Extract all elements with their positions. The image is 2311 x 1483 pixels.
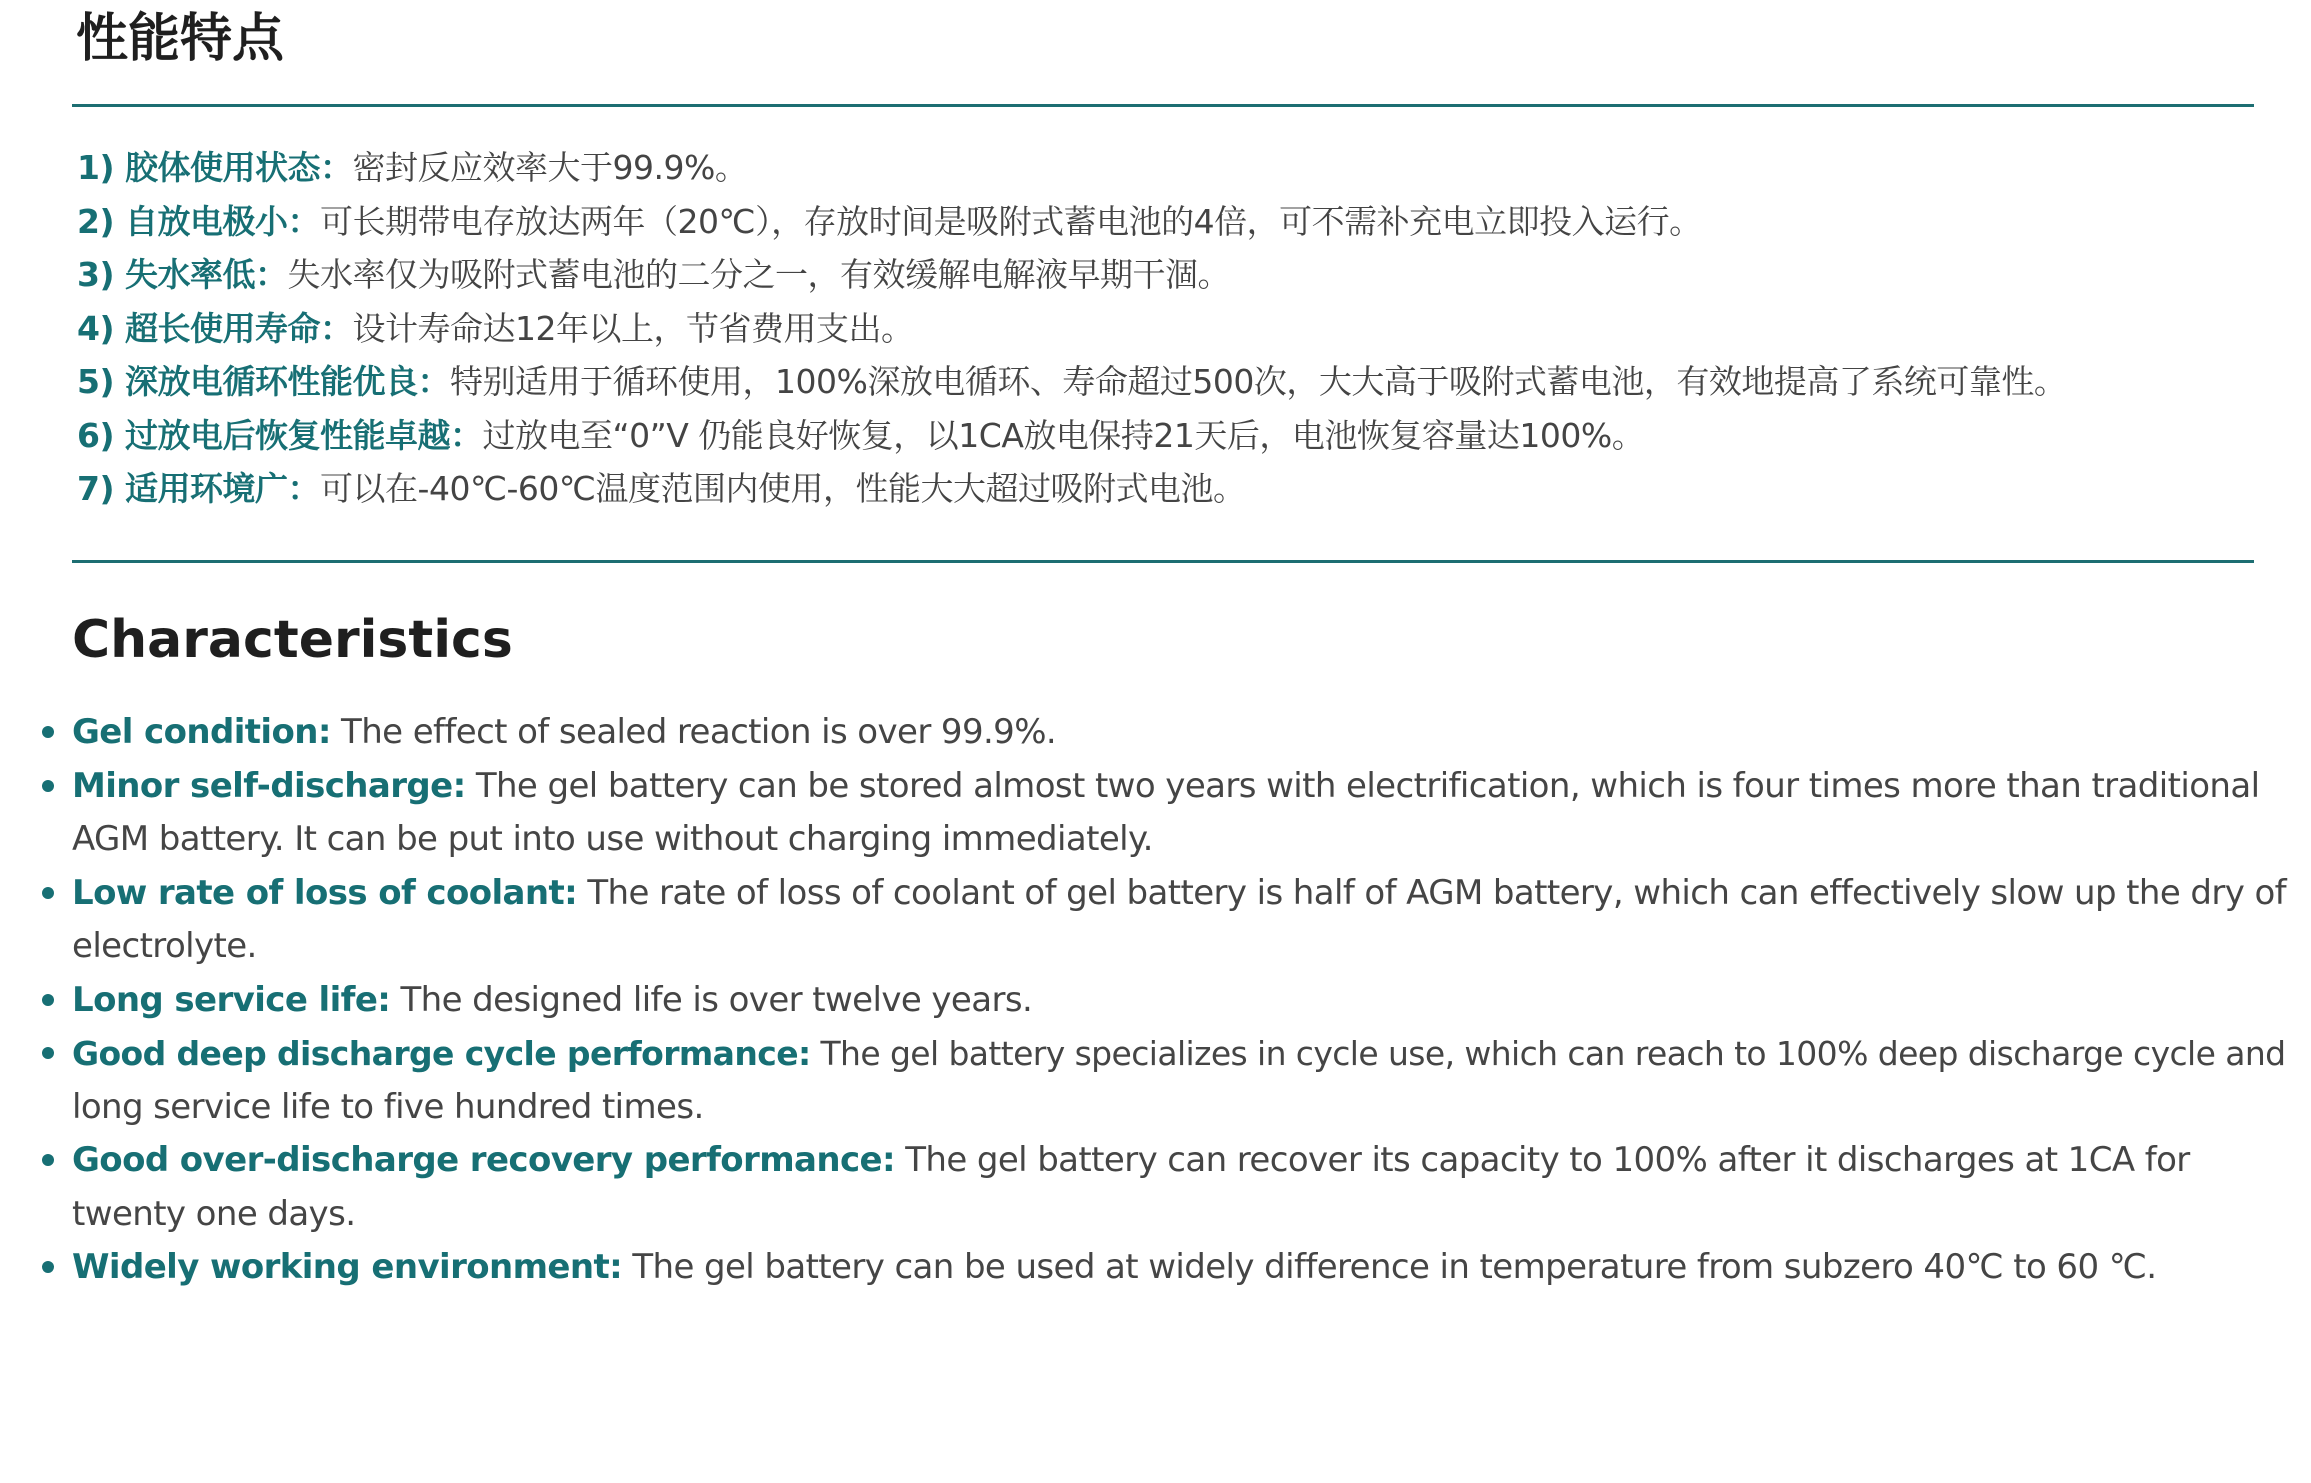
feature-label: 3) 失水率低： [77, 255, 288, 294]
english-feature-item [72, 1027, 2286, 1134]
feature-text: The designed life is over twelve years. [390, 979, 1033, 1020]
english-feature-item [72, 1134, 2272, 1241]
bullet-icon [42, 887, 54, 899]
feature-label: 4) 超长使用寿命： [77, 308, 353, 348]
feature-text: 可以在-40℃-60℃温度范围内使用，性能大大超过吸附式电池。 [320, 469, 1246, 508]
feature-text: The rate of loss of coolant of gel battery is half of AGM battery, which can effectively slow up the dry of [577, 872, 2287, 913]
feature-label: 2) 自放电极小： [77, 201, 321, 241]
english-feature-item [72, 867, 2287, 974]
chinese-feature-item [77, 409, 2066, 463]
chinese-feature-list [77, 141, 2066, 516]
bullet-icon [42, 1261, 54, 1273]
feature-label: 7) 适用环境广： [77, 469, 321, 508]
top-divider [72, 104, 2254, 107]
feature-text-continued: AGM battery. It can be put into use without charging immediately. [72, 819, 1153, 859]
feature-text: The gel battery can be stored almost two years with electrification, which is four times more than traditional [465, 765, 2260, 806]
feature-text: 过放电至“0”V 仍能良好恢复，以1CA放电保持21天后，电池恢复容量达100%。 [482, 415, 1645, 455]
english-feature-item [72, 760, 2272, 867]
chinese-feature-item [77, 248, 2066, 302]
feature-label: 1) 胶体使用状态： [77, 148, 353, 187]
feature-text: 设计寿命达12年以上，节省费用支出。 [352, 308, 914, 348]
chinese-feature-item [77, 462, 2066, 516]
feature-label: Good deep discharge cycle performance: [72, 1034, 811, 1073]
feature-text: 特别适用于循环使用，100%深放电循环、寿命超过500次，大大高于吸附式蓄电池，有效地提高了系统可靠性。 [450, 362, 2067, 401]
bullet-icon [42, 1047, 54, 1059]
feature-line [72, 974, 2272, 1028]
feature-text-continued: twenty one days. [72, 1193, 356, 1234]
feature-label: Good over-discharge recovery performance: [72, 1140, 895, 1180]
feature-label: Gel condition: [72, 712, 331, 752]
feature-text-continued: long service life to five hundred times. [72, 1086, 704, 1127]
feature-line [72, 706, 2272, 760]
feature-label: Long service life: [72, 979, 391, 1020]
feature-text: The gel battery can be used at widely difference in temperature from subzero 40℃ to 60 ℃. [622, 1247, 2157, 1287]
chinese-feature-item [77, 195, 2066, 249]
english-feature-item [72, 706, 2272, 760]
feature-label: Widely working environment: [72, 1247, 623, 1287]
feature-text: The gel battery specializes in cycle use, which can reach to 100% deep discharge cycle and [810, 1034, 2286, 1073]
feature-label: 6) 过放电后恢复性能卓越： [77, 415, 483, 455]
feature-label: 5) 深放电循环性能优良： [77, 362, 451, 401]
feature-line [72, 1241, 2272, 1295]
chinese-feature-item [77, 302, 2066, 356]
chinese-feature-item [77, 141, 2066, 195]
bullet-icon [42, 726, 54, 738]
english-feature-item [72, 974, 2272, 1028]
feature-line [72, 867, 2287, 921]
feature-label: Low rate of loss of coolant: [72, 872, 578, 913]
english-feature-item [72, 1241, 2272, 1295]
english-feature-list [72, 706, 2287, 1295]
feature-line [72, 1134, 2272, 1188]
feature-label: Minor self-discharge: [72, 765, 466, 806]
chinese-feature-item [77, 355, 2066, 409]
feature-text: The gel battery can recover its capacity to 100% after it discharges at 1CA for [895, 1140, 2190, 1180]
feature-text: 可长期带电存放达两年（20℃），存放时间是吸附式蓄电池的4倍，可不需补充电立即投入运行。 [320, 201, 1702, 241]
feature-text-continued: electrolyte. [72, 926, 257, 966]
feature-line [72, 760, 2272, 814]
bullet-icon [42, 994, 54, 1006]
english-section-title: Characteristics [72, 610, 513, 670]
feature-text: The effect of sealed reaction is over 99.9%. [330, 712, 1057, 752]
feature-text: 密封反应效率大于99.9%。 [352, 148, 748, 187]
feature-line [72, 1027, 2286, 1081]
chinese-section-title: 性能特点 [76, 9, 285, 69]
bullet-icon [42, 1154, 54, 1166]
feature-text: 失水率仅为吸附式蓄电池的二分之一，有效缓解电解液早期干涸。 [287, 255, 1231, 294]
bullet-icon [42, 780, 54, 792]
middle-divider [72, 560, 2254, 563]
